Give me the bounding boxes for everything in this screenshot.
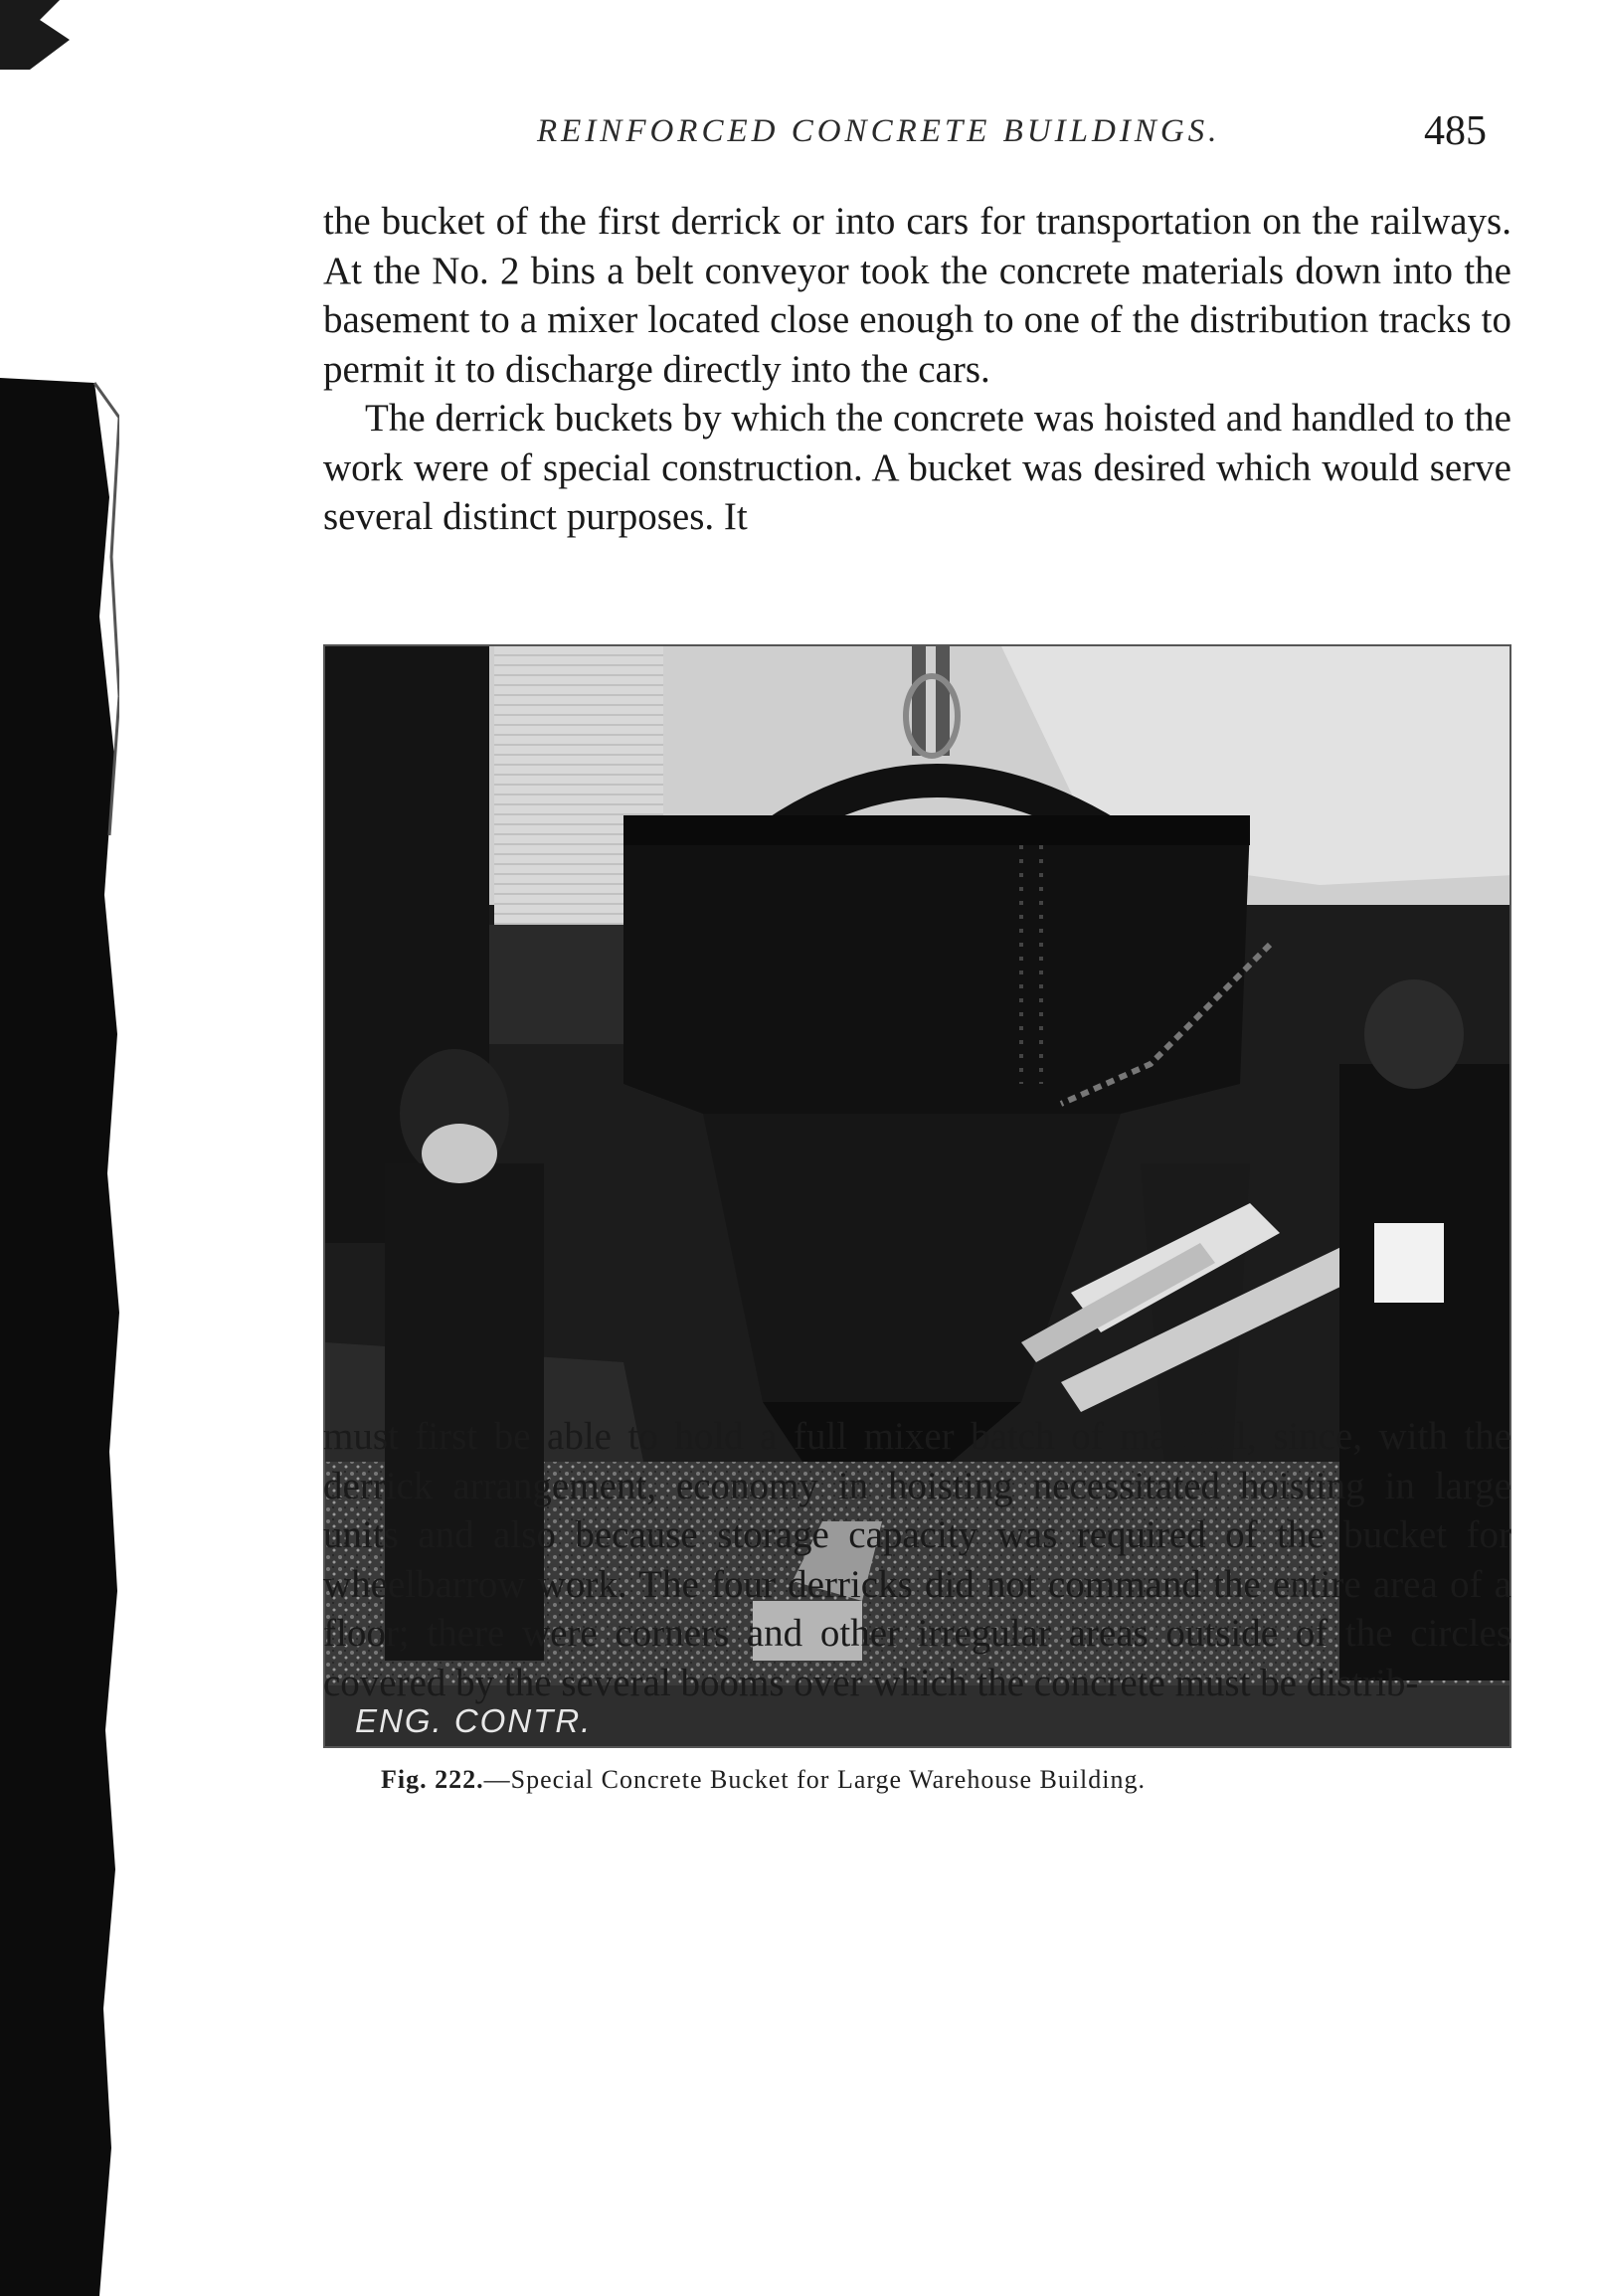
figure-caption — [381, 1765, 1146, 1795]
paragraph: The derrick buckets by which the concrete was hoisted and handled to the work were of special construction. A bucket was desired which would serve several distinct purposes. It — [323, 397, 1511, 538]
body-text-top — [323, 197, 1511, 542]
paragraph: the bucket of the first derrick or into cars for transportation on the railways. At the No. 2 bins a belt conveyor took the concrete materials down into the basement to a mixer located close enough to one of the distribution tracks to permit it to discharge directly into the cars. — [323, 200, 1511, 391]
caption-label: Fig. 222. — [381, 1765, 484, 1794]
running-head — [0, 107, 1598, 157]
photo-watermark: ENG. CONTR. — [355, 1702, 593, 1739]
page-number: 485 — [1424, 108, 1487, 154]
scan-binding-edge — [0, 0, 119, 2296]
running-title: REINFORCED CONCRETE BUILDINGS. — [537, 113, 1221, 149]
body-text-bottom — [323, 1412, 1511, 1707]
scan-edge-shadow — [0, 0, 119, 2296]
paragraph: must first be able to hold a full mixer batch of material, since, with the derrick arrangement, economy in hoisting necessitated hoisting in large units and also because storage capacity was required of the bucket for wheelbarrow work. The four derricks did not command the entire area of a floor; there were corners and other irregular areas outside of the circles covered by the several booms over which the concrete must be distrib- — [323, 1415, 1511, 1704]
caption-text: —Special Concrete Bucket for Large Warehouse Building. — [483, 1765, 1146, 1794]
